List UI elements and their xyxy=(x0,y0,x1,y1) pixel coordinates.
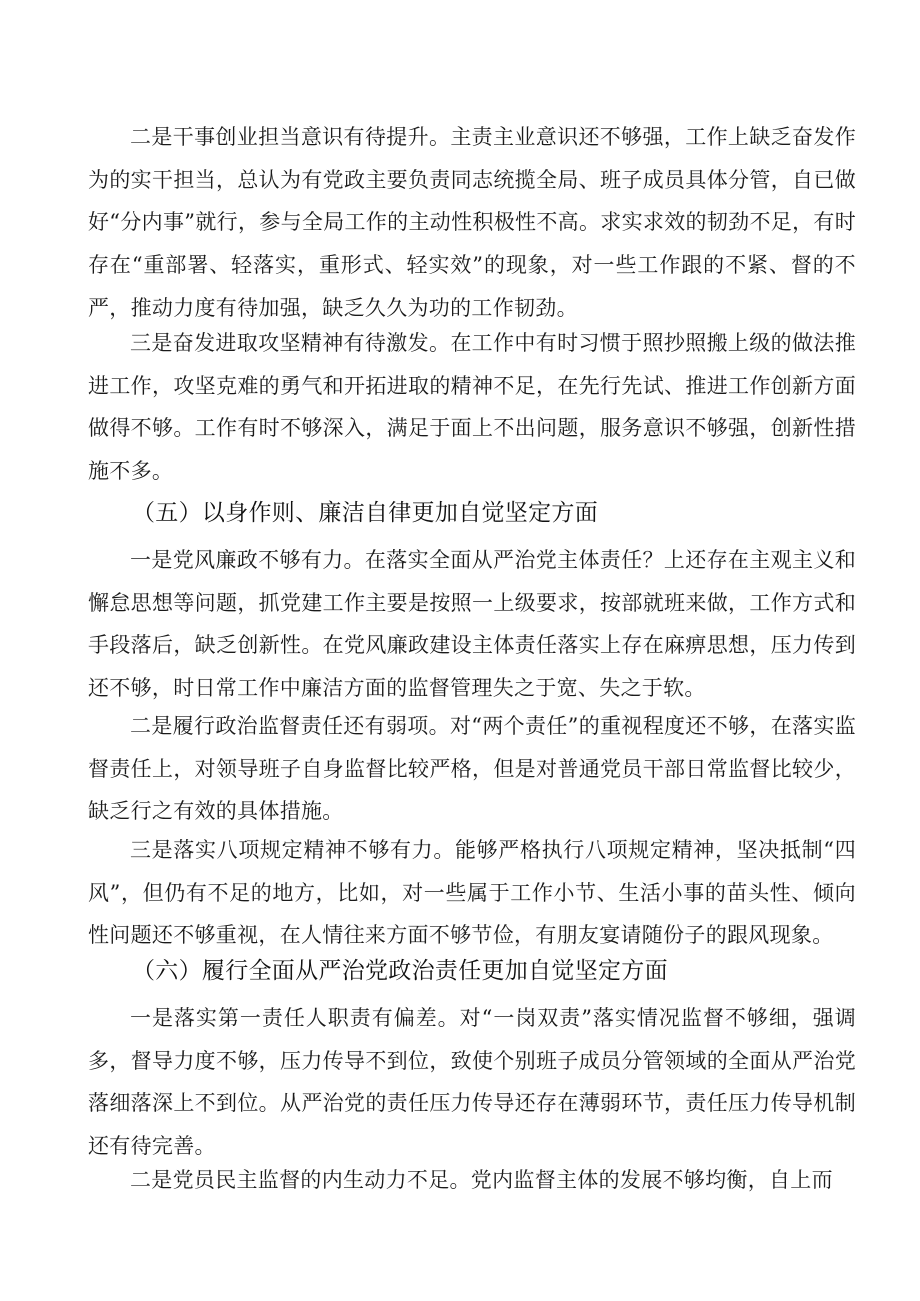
paragraph-party-conduct: 一是党风廉政不够有力。在落实全面从严治党主体责任？上还存在主观主义和懈怠思想等问题，抓党建工作主要是按照一上级要求，按部就班来做，工作方式和手段落后，缺乏创新性。在党风廉政建设主体责任落实上存在麻痹思想，压力传到还不够，时日常工作中廉洁方面的监督管理失之于宽、失之于软。 xyxy=(88,548,856,701)
paragraph-dedication: 二是干事创业担当意识有待提升。主责主业意识还不够强，工作上缺乏奋发作为的实干担当，总认为有党政主要负责同志统揽全局、班子成员具体分管，自已做好“分内事”就行，参与全局工作的主动性积极性不高。求实求效的韧劲不足，有时存在“重部署、轻落实，重形式、轻实效”的现象，对一些工作跟的不紧、督的不严，推动力度有待加强，缺乏久久为功的工作韧劲。 xyxy=(88,125,856,320)
section-heading-6: （六）履行全面从严治党政治责任更加自觉坚定方面 xyxy=(132,958,668,984)
paragraph-political-supervision: 二是履行政治监督责任还有弱项。对“两个责任”的重视程度还不够，在落实监督责任上，对领导班子自身监督比较严格，但是对普通党员干部日常监督比较少，缺乏行之有效的具体措施。 xyxy=(88,714,856,824)
section-heading-5: （五）以身作则、廉洁自律更加自觉坚定方面 xyxy=(132,500,598,526)
paragraph-eight-rules: 三是落实八项规定精神不够有力。能够严格执行八项规定精神，坚决抵制“四风”，但仍有不足的地方，比如，对一些属于工作小节、生活小事的苗头性、倾向性问题还不够重视，在人情往来方面不够节俭，有朋友宴请随份子的跟风现象。 xyxy=(88,838,856,948)
paragraph-enterprising-spirit: 三是奋发进取攻坚精神有待激发。在工作中有时习惯于照抄照搬上级的做法推进工作，攻坚克难的勇气和开拓进取的精神不足，在先行先试、推进工作创新方面做得不够。工作有时不够深入，满足于面上不出问题，服务意识不够强，创新性措施不多。 xyxy=(88,331,856,484)
paragraph-democratic-supervision: 二是党员民主监督的内生动力不足。党内监督主体的发展不够均衡，自上而 xyxy=(130,1168,833,1192)
paragraph-first-responsibility: 一是落实第一责任人职责有偏差。对“一岗双责”落实情况监督不够细，强调多，督导力度不够，压力传导不到位，致使个别班子成员分管领域的全面从严治党落细落深上不到位。从严治党的责任压力传导还存在薄弱环节，责任压力传导机制还有待完善。 xyxy=(88,1006,856,1159)
